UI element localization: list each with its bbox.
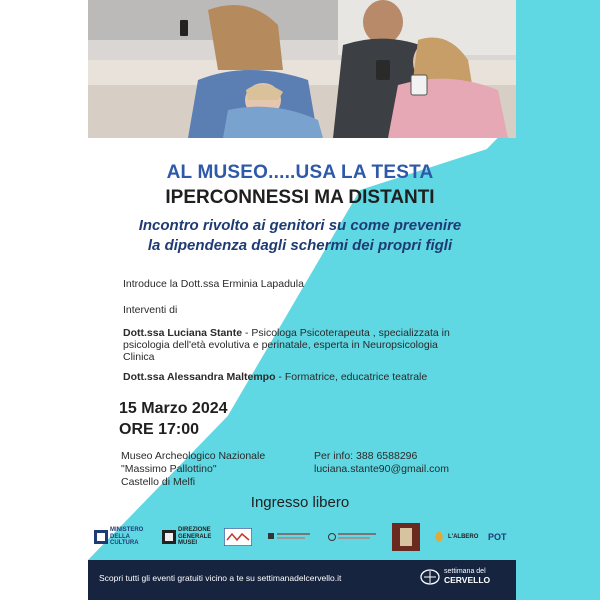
speaker-2 [123, 371, 427, 383]
logo-albero [432, 522, 478, 552]
logo-pot [486, 522, 507, 552]
footer-text[interactable]: Scopri tutti gli eventi gratuiti vicino a te su settimanadelcervello.it [99, 573, 342, 583]
brain-icon [420, 569, 440, 585]
family-photo [88, 0, 516, 138]
intro-text: Introduce la Dott.ssa Erminia Lapadula [123, 278, 304, 290]
direzione-label-3: MUSEI [178, 540, 198, 547]
logo-musei-italiani [224, 522, 252, 552]
free-entry: Ingresso libero [250, 494, 350, 511]
interventi-label: Interventi di [123, 304, 178, 316]
speaker-1-role: - Psicologa Psicoterapeuta , specializzata in [242, 327, 450, 339]
book-logo-icon [392, 523, 420, 551]
logo-ministero-cultura [94, 522, 143, 552]
venue-line-3: Castello di Melfi [121, 476, 196, 488]
ministero-emblem-icon [94, 530, 108, 544]
albero-label: L'ALBERO [448, 533, 479, 540]
speaker-1-role-line3: Clinica [123, 351, 155, 363]
logo-direzione-musei [162, 522, 211, 552]
speaker-1-name: Dott.ssa Luciana Stante [123, 327, 243, 339]
event-date: 15 Marzo 2024 [119, 400, 228, 417]
venue-line-1: Museo Archeologico Nazionale [121, 450, 266, 462]
speaker-1 [123, 327, 503, 363]
event-title: IPERCONNESSI MA DISTANTI [165, 187, 435, 208]
event-subtitle [0, 216, 600, 256]
museo-nazionale-icon [268, 530, 312, 544]
brand-line-2: CERVELLO [444, 575, 491, 585]
pot-label: POT [488, 531, 507, 542]
ministero-label-3: CULTURA [110, 540, 139, 547]
direzione-label-1: DIREZIONE [178, 527, 211, 534]
logo-museo-archeologico [328, 522, 378, 552]
info-phone: Per info: 388 6588296 [314, 450, 418, 462]
musei-emblem-icon [162, 530, 176, 544]
event-series-title: AL MUSEO.....USA LA TESTA [166, 162, 434, 183]
footer-bar [88, 560, 516, 600]
info-email[interactable]: luciana.stante90@gmail.com [314, 463, 449, 475]
musei-italiani-icon [224, 528, 252, 546]
speaker-2-name: Dott.ssa Alessandra Maltempo [123, 371, 276, 383]
logo-book [392, 522, 420, 552]
subtitle-line-2: la dipendenza dagli schermi dei propri figli [147, 237, 453, 254]
settimana-cervello-logo[interactable] [420, 568, 490, 586]
venue [121, 450, 265, 489]
ministero-label-1: MINISTERO [110, 527, 144, 534]
brand-line-1: settimana del [444, 568, 486, 575]
subtitle-line-1: Incontro rivolto ai genitori su come prevenire [138, 217, 462, 234]
contact-info [314, 450, 449, 476]
tree-icon [432, 530, 446, 544]
event-datetime [119, 398, 228, 440]
direzione-label-2: GENERALE [178, 533, 212, 540]
sponsor-logos [90, 522, 520, 554]
speaker-2-role: - Formatrice, educatrice teatrale [275, 371, 428, 383]
ministero-label-2: DELLA [110, 533, 130, 540]
event-time: ORE 17:00 [119, 421, 200, 438]
museo-archeologico-icon [328, 530, 378, 544]
logo-museo-nazionale [268, 522, 312, 552]
venue-line-2: "Massimo Pallottino" [121, 463, 217, 475]
speaker-1-role-line2: psicologia dell'età evolutiva e perinatale, esperta in Neuropsicologia [123, 339, 438, 351]
